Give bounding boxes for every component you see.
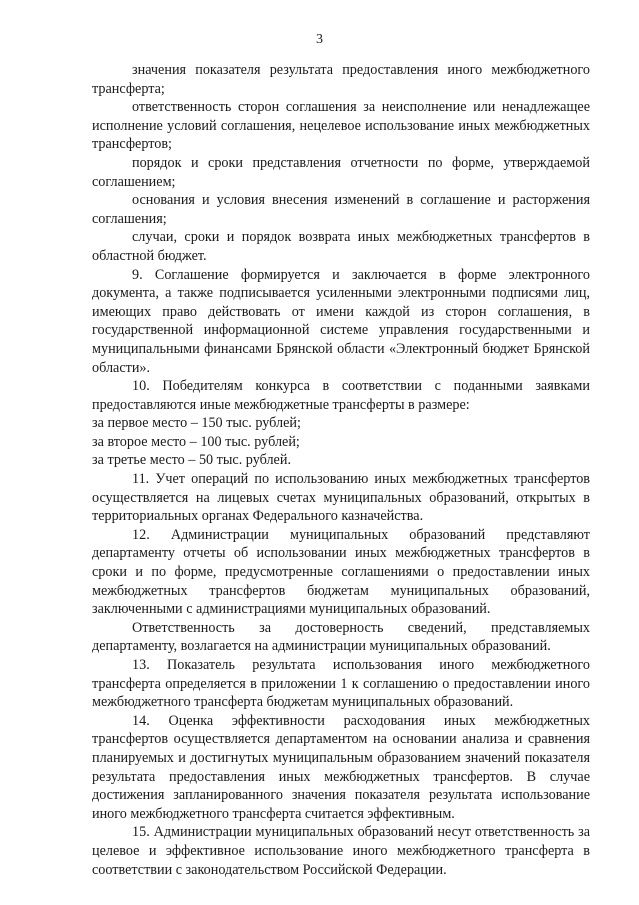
document-body [92,61,590,879]
paragraph: 12. Администрации муниципальных образований представляют департаменту отчеты об использовании иных межбюджетных трансфертов в сроки и по форме, предусмотренные соглашениями о предоставлении иных межбюджетных трансфертов бюджетам муниципальных образований, заключенными с администрациями муниципальных образований. [92,526,590,618]
paragraph: значения показателя результата предоставления иного межбюджетного трансферта; [92,62,590,97]
paragraph: случаи, сроки и порядок возврата иных межбюджетных трансфертов в областной бюджет. [92,229,590,264]
list-item: за первое место – 150 тыс. рублей; [92,415,301,432]
paragraph: 10. Победителям конкурса в соответствии с поданными заявками предоставляются иные межбюджетные трансферты в размере: [92,378,590,413]
page-number: 3 [316,32,323,47]
paragraph: основания и условия внесения изменений в соглашение и расторжения соглашения; [92,192,590,227]
paragraph: Ответственность за достоверность сведений, представляемых департаменту, возлагается на администрации муниципальных образований. [92,619,590,655]
paragraph: ответственность сторон соглашения за неисполнение или ненадлежащее исполнение условий соглашения, нецелевое использование иных межбюджетных трансфертов; [92,99,590,153]
list-item: за второе место – 100 тыс. рублей; [92,433,300,450]
paragraph: 11. Учет операций по использованию иных межбюджетных трансфертов осуществляется на лицевых счетах муниципальных образований, открытых в территориальных органах Федерального казначейства. [92,471,590,525]
paragraph: порядок и сроки представления отчетности по форме, утверждаемой соглашением; [92,154,590,190]
paragraph: 14. Оценка эффективности расходования иных межбюджетных трансфертов осуществляется департаментом на основании анализа и сравнения планируемых и достигнутых муниципальным образованием значений показателя результата предоставления иных межбюджетных трансфертов. В случае достижения запланированного значения показателя результата использование иного межбюджетного трансферта считается эффективным. [92,712,590,822]
list-item: за третье место – 50 тыс. рублей. [92,452,291,469]
paragraph: 13. Показатель результата использования иного межбюджетного трансферта определяется в приложении 1 к соглашению о предоставлении иного межбюджетного трансферта бюджетам муниципальных образований. [92,657,590,711]
paragraph: 15. Администрации муниципальных образований несут ответственность за целевое и эффективное использование иного межбюджетного трансферта в соответствии с законодательством Российской Федерации. [92,824,590,878]
paragraph: 9. Соглашение формируется и заключается в форме электронного документа, а также подписывается усиленными электронными подписями лиц, имеющих право действовать от имени каждой из сторон соглашения, в государственной информационной системе управления государственными и муниципальными финансами Брянской области «Электронный бюджет Брянской области». [92,266,590,376]
